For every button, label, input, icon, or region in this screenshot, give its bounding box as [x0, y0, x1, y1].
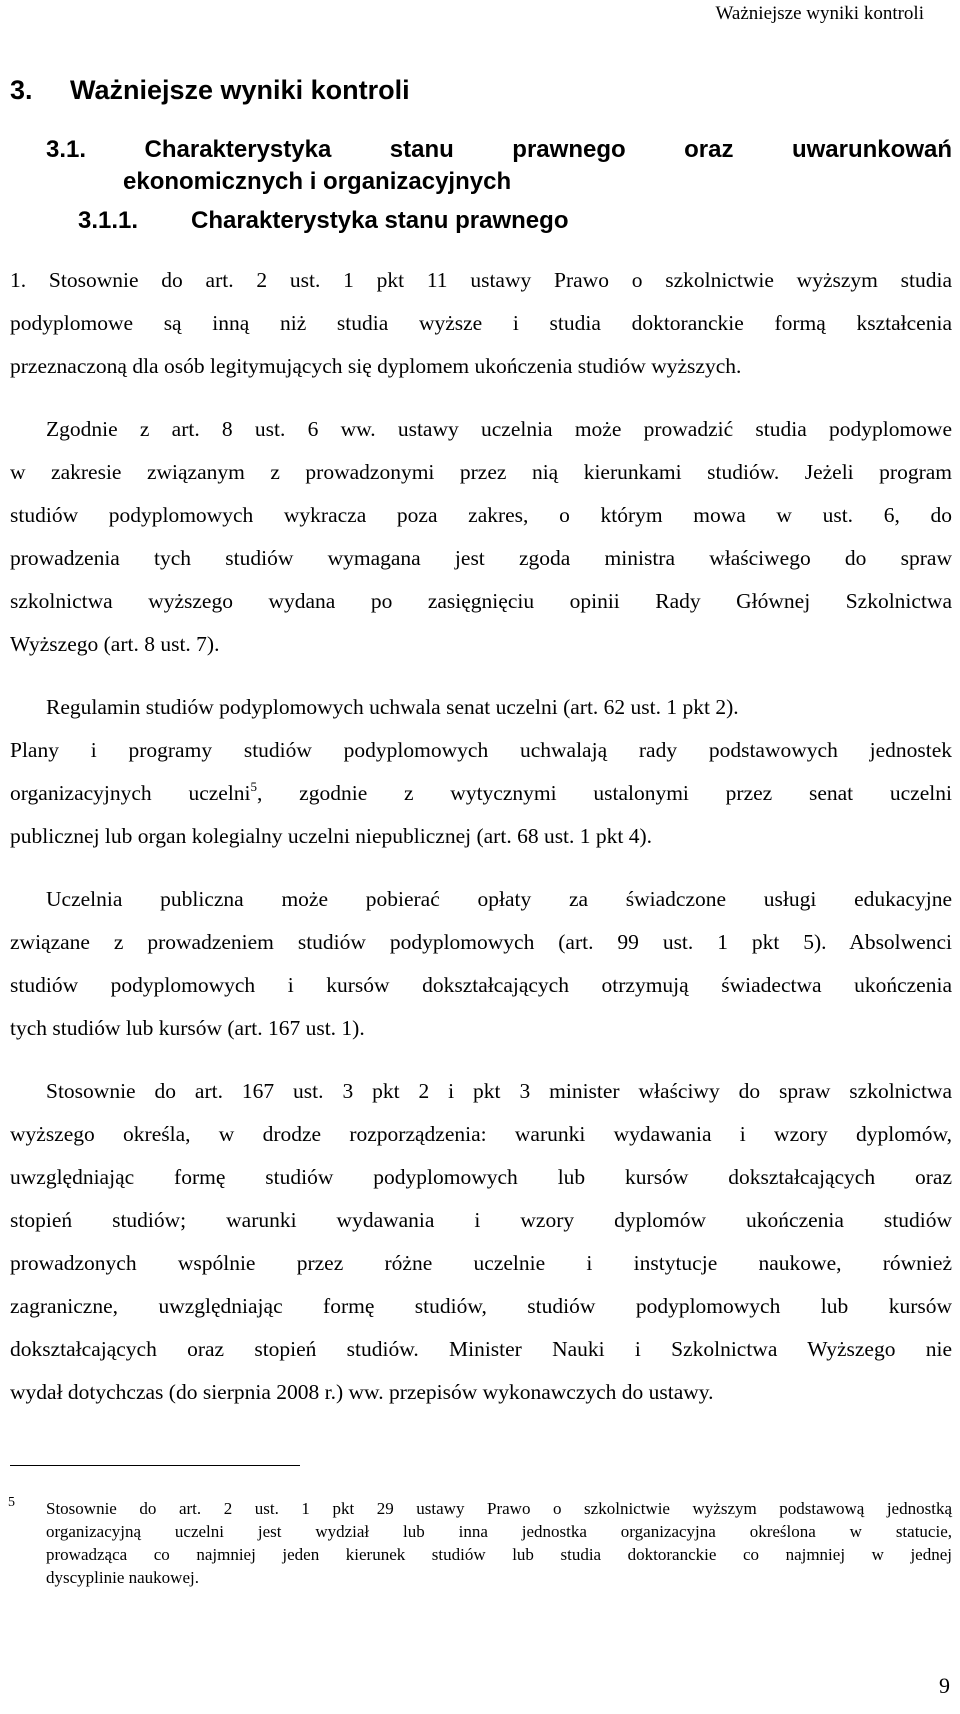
paragraph-line: szkolnictwa wyższego wydana po zasięgnięciu opinii Rady Głównej Szkolnictwa: [10, 589, 952, 613]
page-number: 9: [939, 1673, 950, 1698]
footnote-line: dyscyplinie naukowej.: [46, 1568, 199, 1587]
paragraph-line: wyższego określa, w drodze rozporządzenia: warunki wydawania i wzory dyplomów,: [10, 1122, 952, 1146]
subsection-number: 3.1.: [46, 136, 87, 163]
paragraph-text: , zgodnie z wytycznymi ustalonymi przez senat uczelni: [257, 781, 952, 805]
subsection-title-continued: ekonomicznych i organizacyjnych: [123, 168, 512, 195]
paragraph-line: Zgodnie z art. 8 ust. 6 ww. ustawy uczelnia może prowadzić studia podyplomowe: [46, 417, 952, 441]
footnote-reference: 5: [250, 779, 258, 794]
subsection-title-word: oraz: [684, 136, 734, 163]
paragraph-line: uwzględniając formę studiów podyplomowych lub kursów dokształcających oraz: [10, 1165, 952, 1189]
running-header: Ważniejsze wyniki kontroli: [715, 3, 924, 24]
subsubsection-heading: [78, 204, 568, 238]
footnote-line: Stosownie do art. 2 ust. 1 pkt 29 ustawy Prawo o szkolnictwie wyższym podstawową jednostką: [46, 1499, 952, 1518]
subsubsection-title: Charakterystyka stanu prawnego: [191, 207, 569, 234]
footnote-separator: [10, 1465, 300, 1466]
subsection-heading: [46, 133, 952, 167]
footnote-line: prowadząca co najmniej jeden kierunek studiów lub studia doktoranckie co najmniej w jednej: [46, 1545, 952, 1564]
subsection-title-word: prawnego: [512, 136, 626, 163]
paragraph-line: Wyższego (art. 8 ust. 7).: [10, 632, 220, 656]
paragraph-line: Plany i programy studiów podyplomowych uchwalają rady podstawowych jednostek: [10, 738, 952, 762]
paragraph-line: prowadzenia tych studiów wymagana jest zgoda ministra właściwego do spraw: [10, 546, 952, 570]
subsubsection-number: 3.1.1.: [78, 207, 139, 234]
paragraph-line: podyplomowe są inną niż studia wyższe i studia doktoranckie formą kształcenia: [10, 311, 952, 335]
paragraph-line: Regulamin studiów podyplomowych uchwala senat uczelni (art. 62 ust. 1 pkt 2).: [46, 695, 739, 719]
paragraph-line: przeznaczoną dla osób legitymujących się dyplomem ukończenia studiów wyższych.: [10, 354, 742, 378]
subsection-title-word: Charakterystyka: [144, 136, 332, 163]
paragraph-line: Stosownie do art. 167 ust. 3 pkt 2 i pkt 3 minister właściwy do spraw szkolnictwa: [46, 1079, 952, 1103]
paragraph-line: wydał dotychczas (do sierpnia 2008 r.) ww. przepisów wykonawczych do ustawy.: [10, 1380, 714, 1404]
footnote-mark: 5: [8, 1495, 15, 1510]
paragraph-text: organizacyjnych uczelni: [10, 781, 251, 805]
paragraph-line: publicznej lub organ kolegialny uczelni niepublicznej (art. 68 ust. 1 pkt 4).: [10, 824, 653, 848]
subsection-title-word: uwarunkowań: [791, 136, 952, 163]
paragraph-line: Uczelnia publiczna może pobierać opłaty za świadczone usługi edukacyjne: [46, 887, 952, 911]
subsection-title-word: stanu: [389, 136, 454, 163]
paragraph-line: zagraniczne, uwzględniając formę studiów, studiów podyplomowych lub kursów: [10, 1294, 952, 1318]
paragraph-line: studiów podyplomowych wykracza poza zakres, o którym mowa w ust. 6, do: [10, 503, 952, 527]
paragraph-line: studiów podyplomowych i kursów dokształcających otrzymują świadectwa ukończenia: [10, 973, 952, 997]
paragraph-line: związane z prowadzeniem studiów podyplomowych (art. 99 ust. 1 pkt 5). Absolwenci: [10, 930, 952, 954]
paragraph-line: 1. Stosownie do art. 2 ust. 1 pkt 11 ustawy Prawo o szkolnictwie wyższym studia: [10, 268, 952, 292]
paragraph-line: prowadzonych wspólnie przez różne uczelnie i instytucje naukowe, również: [10, 1251, 952, 1275]
paragraph-line: tych studiów lub kursów (art. 167 ust. 1).: [10, 1016, 365, 1040]
paragraph-line: [10, 779, 952, 807]
footnote-line: organizacyjną uczelni jest wydział lub inna jednostka organizacyjna określona w statucie,: [46, 1522, 952, 1541]
section-title: Ważniejsze wyniki kontroli: [70, 75, 410, 105]
paragraph-line: w zakresie związanym z prowadzonymi przez nią kierunkami studiów. Jeżeli program: [10, 460, 952, 484]
section-heading: [10, 74, 410, 106]
paragraph-line: stopień studiów; warunki wydawania i wzory dyplomów ukończenia studiów: [10, 1208, 952, 1232]
section-number: 3.: [10, 75, 33, 105]
paragraph-line: dokształcających oraz stopień studiów. Minister Nauki i Szkolnictwa Wyższego nie: [10, 1337, 952, 1361]
